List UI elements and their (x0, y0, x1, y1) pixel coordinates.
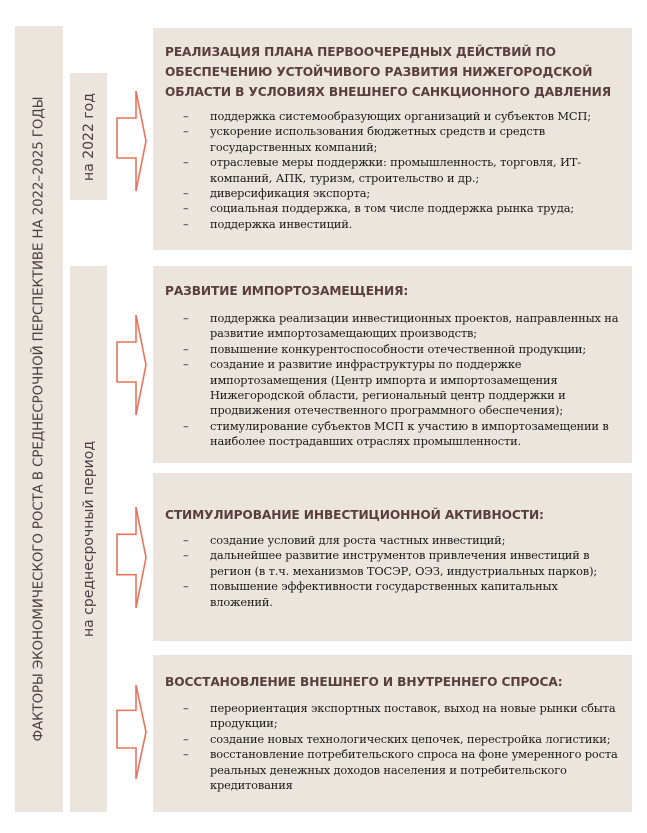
list-item (165, 155, 622, 186)
dash-bullet-icon: – (183, 201, 189, 216)
list-item (165, 186, 622, 201)
dash-bullet-icon: – (183, 579, 189, 594)
list-item (165, 201, 622, 216)
list-item-text: создание и развитие инфраструктуры по поддержке импортозамещения (Центр импорта и импортозамещения Нижегородской области, региональный центр поддержки и продвижения отечественного программного обеспечения); (210, 357, 566, 418)
list-item-text: отраслевые меры поддержки: промышленность, торговля, ИТ-компаний, АПК, туризм, строительство и др.; (210, 155, 581, 185)
factor-box-import-substitution (153, 266, 632, 463)
list-item-text: повышение конкурентоспособности отечественной продукции; (210, 341, 587, 356)
list-item-text: поддержка реализации инвестиционных проектов, направленных на развитие импортозамещающих производств; (210, 311, 619, 341)
list-item (165, 217, 622, 232)
box-list (165, 701, 622, 793)
arrow-right-icon (115, 90, 149, 192)
list-item (165, 342, 622, 357)
list-item (165, 311, 622, 342)
list-item-text: поддержка системообразующих организаций и субъектов МСП; (210, 109, 591, 123)
list-item-text: ускорение использования бюджетных средств и средств государственных компаний; (210, 124, 545, 154)
box-list (165, 311, 622, 450)
dash-bullet-icon: – (183, 747, 189, 762)
arrow-right-icon (115, 684, 149, 780)
dash-bullet-icon: – (183, 216, 189, 231)
dash-bullet-icon: – (183, 124, 189, 139)
list-item (165, 747, 622, 793)
list-item-text: создание новых технологических цепочек, перестройка логистики; (210, 731, 611, 746)
list-item (165, 124, 622, 155)
dash-bullet-icon: – (183, 311, 189, 325)
list-item-text: восстановление потребительского спроса на фоне умеренного роста реальных денежных доходов населения и потребительского кредитования (210, 747, 618, 793)
list-item-text: создание условий для роста частных инвестиций; (210, 533, 506, 547)
factor-box-sanctions-plan (153, 28, 632, 250)
box-title: ВОССТАНОВЛЕНИЕ ВНЕШНЕГО И ВНУТРЕННЕГО СПРОСА: (165, 675, 563, 689)
box-title: РАЗВИТИЕ ИМПОРТОЗАМЕЩЕНИЯ: (165, 284, 409, 298)
period-2022-column (70, 73, 107, 200)
list-item-text: поддержка инвестиций. (210, 216, 353, 231)
factor-box-investment-activity (153, 473, 632, 641)
box-list (165, 533, 622, 610)
list-item-text: стимулирование субъектов МСП к участию в импортозамещении в наиболее пострадавших отраслях промышленности. (210, 418, 609, 449)
outer-factors-label: ФАКТОРЫ ЭКОНОМИЧЕСКОГО РОСТА В СРЕДНЕСРОЧНОЙ ПЕРСПЕКТИВЕ НА 2022–2025 ГОДЫ (31, 96, 47, 742)
list-item (165, 109, 622, 124)
list-item (165, 732, 622, 747)
list-item-text: переориентация экспортных поставок, выход на новые рынки сбыта продукции; (210, 701, 616, 731)
dash-bullet-icon: – (183, 155, 189, 170)
dash-bullet-icon: – (183, 533, 189, 547)
dash-bullet-icon: – (183, 109, 189, 123)
dash-bullet-icon: – (183, 701, 189, 715)
list-item-text: диверсификация экспорта; (210, 186, 371, 201)
list-item (165, 357, 622, 419)
dash-bullet-icon: – (183, 731, 189, 746)
box-title: РЕАЛИЗАЦИЯ ПЛАНА ПЕРВООЧЕРЕДНЫХ ДЕЙСТВИЙ ПО ОБЕСПЕЧЕНИЮ УСТОЙЧИВОГО РАЗВИТИЯ НИЖЕГОРОДСКОЙ ОБЛАСТИ В УСЛОВИЯХ ВНЕШНЕГО САНКЦИОННОГО ДАВЛЕНИЯ (165, 45, 611, 99)
list-item-text: дальнейшее развитие инструментов привлечения инвестиций в регион (в т.ч. механизмов ТОСЭР, ОЭЗ, индустриальных парков); (210, 548, 598, 578)
dash-bullet-icon: – (183, 357, 189, 372)
period-midterm-column (70, 266, 107, 812)
arrow-right-icon (115, 314, 149, 416)
box-title: СТИМУЛИРОВАНИЕ ИНВЕСТИЦИОННОЙ АКТИВНОСТИ: (165, 508, 544, 522)
box-list (165, 109, 622, 232)
dash-bullet-icon: – (183, 418, 189, 433)
factor-box-demand-recovery (153, 655, 632, 812)
list-item (165, 533, 622, 548)
period-midterm-label: на среднесрочный период (80, 441, 97, 637)
list-item (165, 579, 622, 610)
list-item-text: повышение эффективности государственных капитальных вложений. (210, 579, 558, 609)
dash-bullet-icon: – (183, 548, 189, 563)
list-item (165, 419, 622, 450)
list-item (165, 548, 622, 579)
list-item (165, 701, 622, 732)
dash-bullet-icon: – (183, 186, 189, 201)
period-2022-label: на 2022 год (80, 92, 97, 181)
arrow-right-icon (115, 506, 149, 609)
dash-bullet-icon: – (183, 341, 189, 356)
list-item-text: социальная поддержка, в том числе поддержка рынка труда; (210, 201, 575, 216)
outer-factors-column (15, 26, 63, 812)
